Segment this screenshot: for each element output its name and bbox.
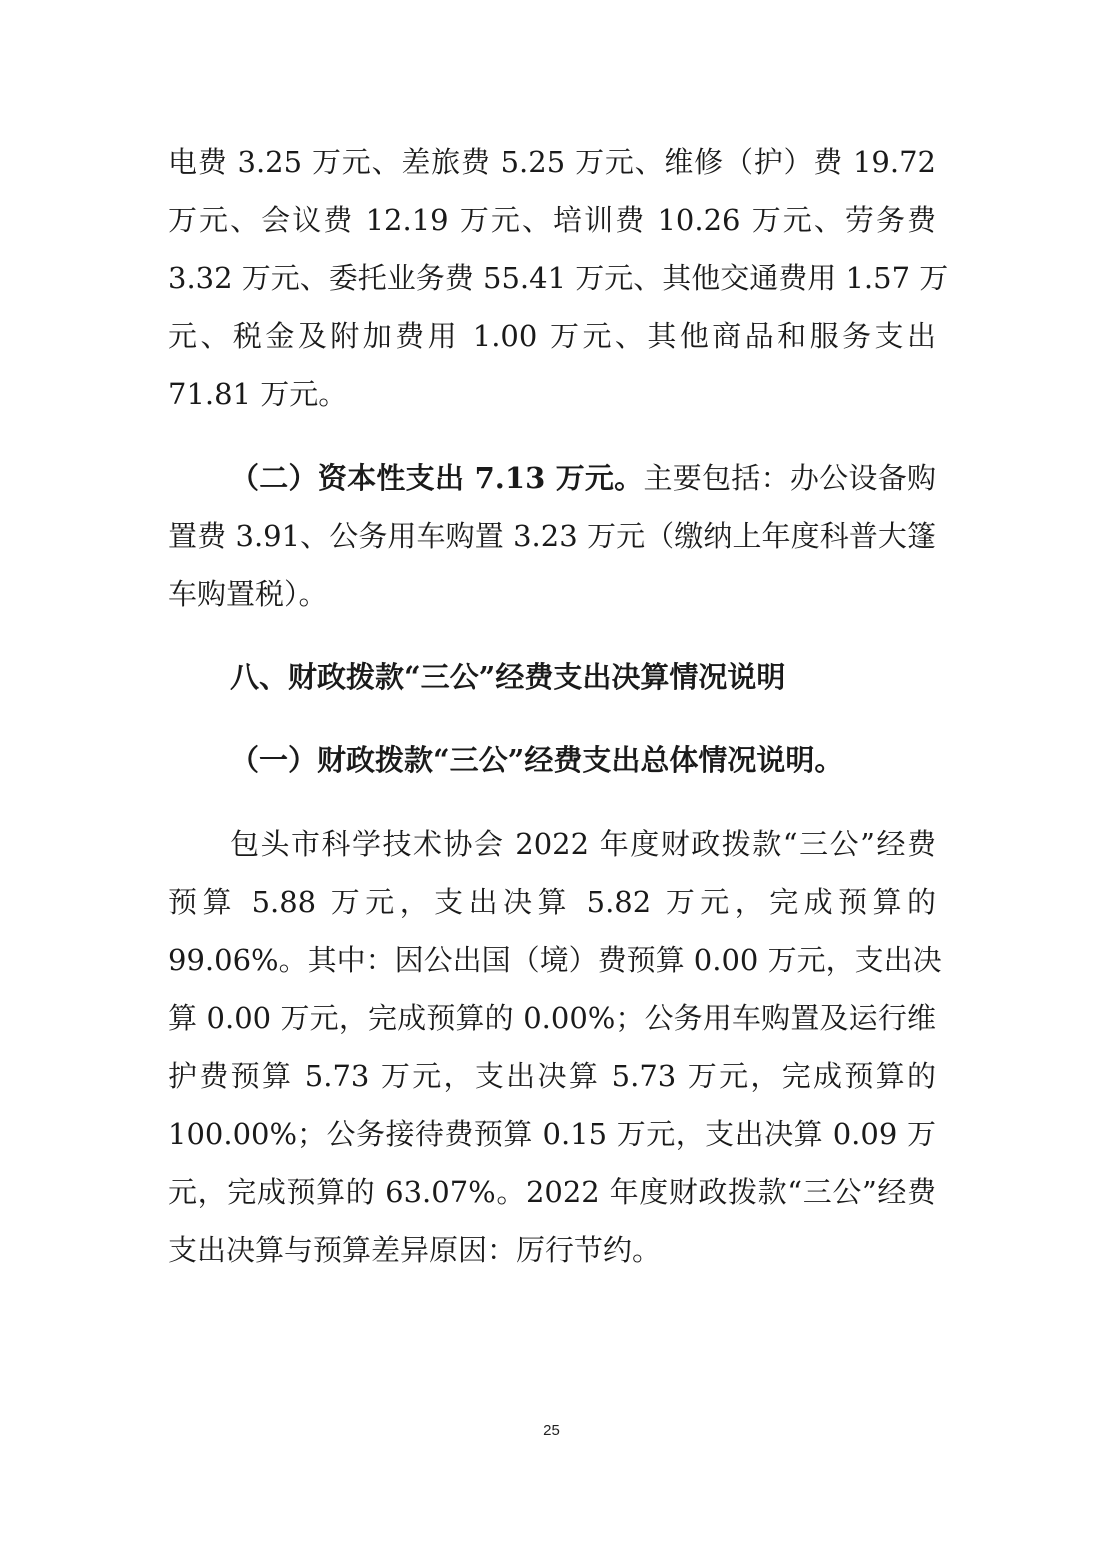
section-subtitle: （一）财政拨款“三公”经费支出总体情况说明。 [230, 743, 844, 777]
paragraph-line: 预算 5.88 万元，支出决算 5.82 万元，完成预算的 [168, 885, 936, 919]
capital-expenditure-heading: （二）资本性支出 7.13 万元。 [230, 461, 644, 495]
paragraph-line: 元、税金及附加费用 1.00 万元、其他商品和服务支出 [168, 319, 936, 353]
paragraph-line: 电费 3.25 万元、差旅费 5.25 万元、维修（护）费 19.72 [168, 145, 936, 179]
paragraph-line: 支出决算与预算差异原因：厉行节约。 [168, 1233, 662, 1267]
paragraph-line: 3.32 万元、委托业务费 55.41 万元、其他交通费用 1.57 万 [168, 261, 949, 295]
paragraph-line: 置费 3.91、公务用车购置 3.23 万元（缴纳上年度科普大篷 [168, 519, 936, 553]
paragraph-line: 护费预算 5.73 万元，支出决算 5.73 万元，完成预算的 [168, 1059, 936, 1093]
paragraph-line: 万元、会议费 12.19 万元、培训费 10.26 万元、劳务费 [168, 203, 936, 237]
capital-expenditure-line [230, 458, 936, 498]
paragraph-line: 元，完成预算的 63.07%。2022 年度财政拨款“三公”经费 [168, 1175, 936, 1209]
paragraph-line: 99.06%。其中：因公出国（境）费预算 0.00 万元，支出决 [168, 943, 942, 977]
capital-expenditure-text: 主要包括：办公设备购 [643, 461, 936, 495]
page-number: 25 [543, 1422, 560, 1439]
paragraph-line: 算 0.00 万元，完成预算的 0.00%；公务用车购置及运行维 [168, 1001, 936, 1035]
section-title: 八、财政拨款“三公”经费支出决算情况说明 [230, 660, 786, 694]
paragraph-line: 车购置税）。 [168, 577, 328, 611]
paragraph-line: 包头市科学技术协会 2022 年度财政拨款“三公”经费 [230, 827, 936, 861]
paragraph-line: 100.00%；公务接待费预算 0.15 万元，支出决算 0.09 万 [168, 1117, 936, 1151]
paragraph-line: 71.81 万元。 [168, 377, 348, 411]
